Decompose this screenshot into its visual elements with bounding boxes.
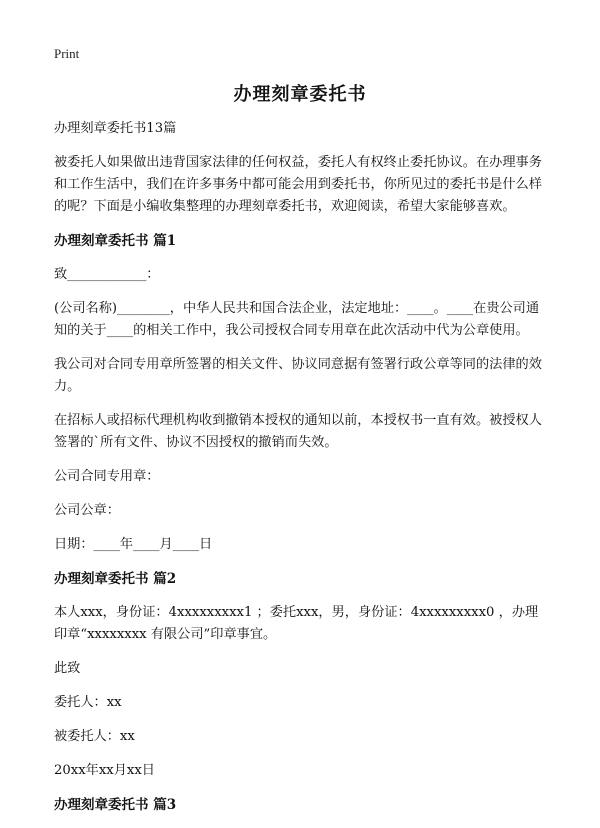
section-1-contract-seal: 公司合同专用章： <box>54 469 160 484</box>
intro-paragraph: 被委托人如果做出违背国家法律的任何权益，委托人有权终止委托协议。在办理事务和工作生活中，我们在许多事务中都可能会用到委托书，你所见过的委托书是什么样的呢？下面是小编收集整理的办理刻章委托书，欢迎阅读，希望大家能够喜欢。 <box>54 155 542 214</box>
section-2-date: 20xx年xx月xx日 <box>54 763 155 778</box>
section-1-salutation: 致____________： <box>54 267 160 282</box>
document-subtitle: 办理刻章委托书13篇 <box>54 121 177 136</box>
document-content <box>54 118 546 828</box>
section-3-heading: 办理刻章委托书 篇3 <box>54 797 177 813</box>
section-1-paragraph-1: (公司名称)________，中华人民共和国合法企业，法定地址：____。____在贵公司通知的关于____的相关工作中，我公司授权合同专用章在此次活动中代为公章使用。 <box>54 301 540 338</box>
section-1-heading: 办理刻章委托书 篇1 <box>54 233 177 249</box>
document-title: 办理刻章委托书 <box>233 84 367 105</box>
print-label: Print <box>54 46 80 61</box>
section-1-official-seal: 公司公章： <box>54 503 120 518</box>
section-1-date: 日期：____年____月____日 <box>54 537 213 552</box>
section-2-cizhi: 此致 <box>54 661 81 676</box>
section-1-paragraph-3: 在招标人或招标代理机构收到撤销本授权的通知以前，本授权书一直有效。被授权人签署的`所有文件、协议不因授权的撤销而失效。 <box>54 413 542 450</box>
section-2-paragraph-1: 本人xxx，身份证：4xxxxxxxxx1 ；委托xxx，男，身份证：4xxxxxxxxx0 ，办理印章“xxxxxxxx 有限公司”印章事宜。 <box>54 605 539 642</box>
section-2-agent: 被委托人：xx <box>54 729 135 744</box>
section-2-principal: 委托人：xx <box>54 695 122 710</box>
section-1-paragraph-2: 我公司对合同专用章所签署的相关文件、协议同意据有签署行政公章等同的法律的效力。 <box>54 357 542 394</box>
section-2-heading: 办理刻章委托书 篇2 <box>54 571 177 587</box>
